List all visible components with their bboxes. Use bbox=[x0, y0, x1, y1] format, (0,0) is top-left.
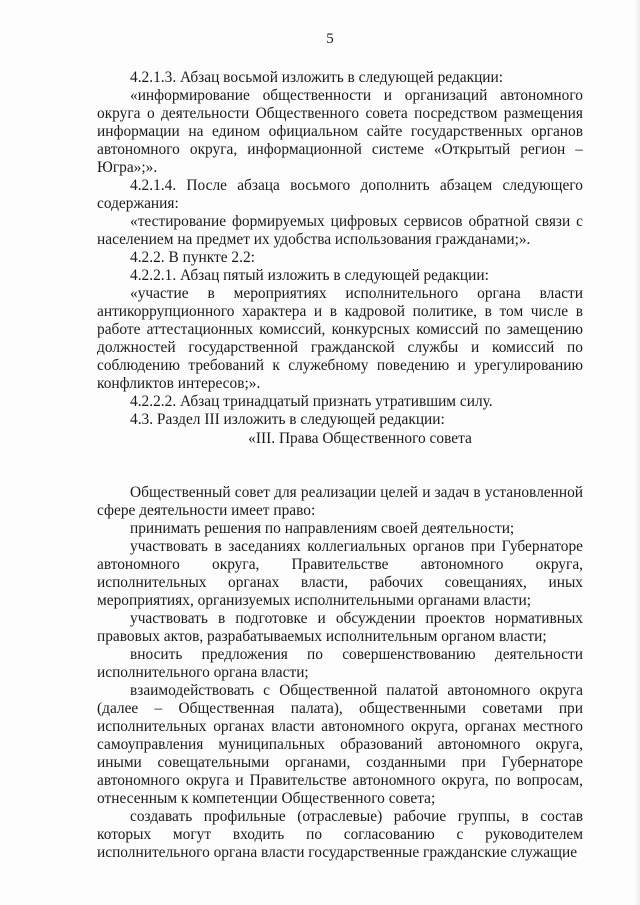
list-item-make-decisions: принимать решения по направлениям своей деятельности; bbox=[130, 520, 515, 537]
paragraph-4-2-2-2: 4.2.2.2. Абзац тринадцатый признать утратившим силу. bbox=[130, 393, 493, 410]
list-item-create-working-groups: создавать профильные (отраслевые) рабочие группы, в состав которых могут входить по согласованию с руководителем исполнительного органа власти государственные гражданские служащие bbox=[97, 808, 583, 861]
scan-edge-shadow bbox=[634, 0, 640, 905]
document-body bbox=[97, 69, 583, 862]
list-item-participate-drafting: участвовать в подготовке и обсуждении проектов нормативных правовых актов, разрабатываемых исполнительным органом власти; bbox=[97, 610, 583, 645]
paragraph-council-rights-intro: Общественный совет для реализации целей и задач в установленной сфере деятельности имеет право: bbox=[97, 484, 583, 519]
list-item-interact-chamber: взаимодействовать с Общественной палатой автономного округа (далее – Общественная палата), общественными советами при исполнительных органах власти автономного округа, органах местного самоуправления муниципальных образований автономного округа, иными совещательными органами, созданными при Губернаторе автономного округа и Правительстве автономного округа, по вопросам, отнесенным к компетенции Общественного совета; bbox=[97, 682, 583, 807]
paragraph-informing-public: «информирование общественности и организаций автономного округа о деятельности Общественного совета посредством размещения информации на едином официальном сайте государственных органов автономного округа, информационной системе «Открытый регион – Югра»;». bbox=[97, 87, 583, 176]
paragraph-4-2-2: 4.2.2. В пункте 2.2: bbox=[130, 249, 255, 266]
paragraph-anticorruption-participation: «участие в мероприятиях исполнительного органа власти антикоррупционного характера и в кадровой политике, в том числе в работе аттестационных комиссий, конкурсных комиссий по замещению должностей государственной гражданской службы и комиссий по соблюдению требований к служебному поведению и урегулированию конфликтов интересов;». bbox=[97, 285, 583, 392]
section-heading-rights: «III. Права Общественного совета bbox=[248, 430, 472, 447]
paragraph-digital-services-testing: «тестирование формируемых цифровых сервисов обратной связи с населением на предмет их удобства использования гражданами;». bbox=[97, 213, 583, 248]
paragraph-4-2-1-4: 4.2.1.4. После абзаца восьмого дополнить абзацем следующего содержания: bbox=[97, 177, 583, 212]
paragraph-4-3: 4.3. Раздел III изложить в следующей редакции: bbox=[130, 411, 445, 428]
list-item-submit-proposals: вносить предложения по совершенствованию деятельности исполнительного органа власти; bbox=[97, 646, 583, 681]
list-item-participate-meetings: участвовать в заседаниях коллегиальных органов при Губернаторе автономного округа, Правительстве автономного округа, исполнительных органах власти, рабочих совещаниях, иных мероприятиях, организуемых исполнительными органами власти; bbox=[97, 538, 583, 609]
page-number: 5 bbox=[326, 31, 334, 47]
paragraph-4-2-1-3: 4.2.1.3. Абзац восьмой изложить в следующей редакции: bbox=[130, 69, 504, 86]
paragraph-4-2-2-1: 4.2.2.1. Абзац пятый изложить в следующей редакции: bbox=[130, 267, 489, 284]
